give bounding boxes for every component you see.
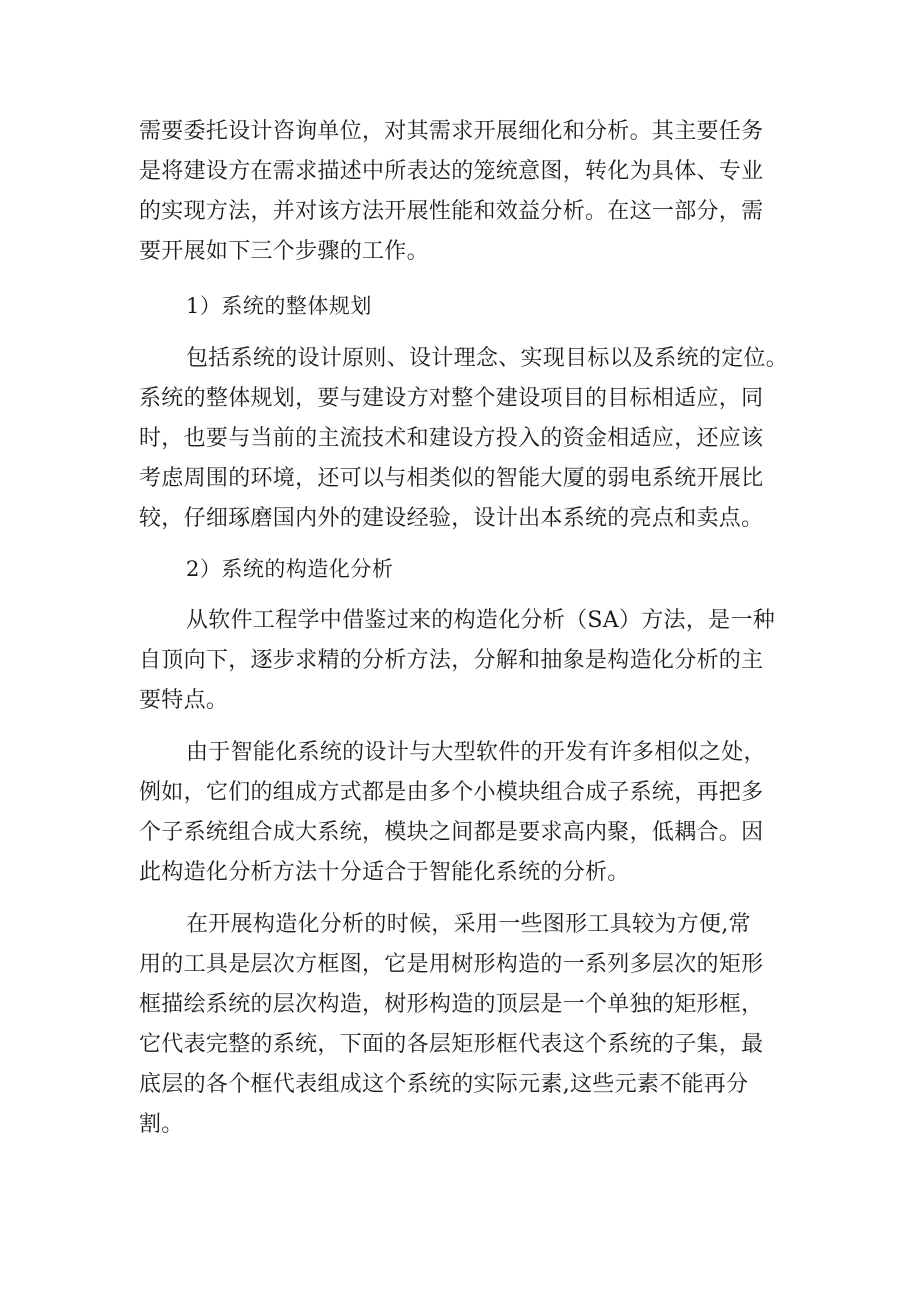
paragraph-5-line-2: 用的工具是层次方框图，它是用树形构造的一系列多层次的矩形 — [139, 952, 764, 977]
section-heading-2: 2）系统的构造化分析 — [186, 557, 394, 581]
paragraph-4-line-1: 由于智能化系统的设计与大型软件的开发有许多相似之处， — [186, 740, 766, 765]
paragraph-5-line-6: 割。 — [139, 1112, 184, 1137]
paragraph-4-line-4: 此构造化分析方法十分适合于智能化系统的分析。 — [139, 860, 630, 885]
paragraph-3-line-3: 要特点。 — [139, 688, 229, 713]
paragraph-1-line-3: 的实现方法，并对该方法开展性能和效益分析。在这一部分，需 — [139, 199, 764, 224]
paragraph-3-line-1: 从软件工程学中借鉴过来的构造化分析（SA）方法，是一种 — [186, 608, 776, 633]
paragraph-2-line-4: 考虑周围的环境，还可以与相类似的智能大厦的弱电系统开展比 — [139, 466, 764, 491]
section-heading-1: 1）系统的整体规划 — [186, 294, 372, 318]
paragraph-4-line-2: 例如，它们的组成方式都是由多个小模块组合成子系统，再把多 — [139, 780, 764, 805]
paragraph-2-line-1: 包括系统的设计原则、设计理念、实现目标以及系统的定位。 — [186, 346, 789, 371]
paragraph-5-line-5: 底层的各个框代表组成这个系统的实际元素,这些元素不能再分 — [139, 1072, 749, 1097]
paragraph-3-line-2: 自顶向下，逐步求精的分析方法，分解和抽象是构造化分析的主 — [139, 648, 764, 673]
paragraph-2-line-3: 时，也要与当前的主流技术和建设方投入的资金相适应，还应该 — [139, 426, 764, 451]
paragraph-5-line-1: 在开展构造化分析的时候，采用一些图形工具较为方便,常 — [186, 912, 751, 937]
paragraph-5-line-4: 它代表完整的系统，下面的各层矩形框代表这个系统的子集，最 — [139, 1032, 764, 1057]
paragraph-2-line-5: 较，仔细琢磨国内外的建设经验，设计出本系统的亮点和卖点。 — [139, 506, 764, 531]
paragraph-1-line-1: 需要委托设计咨询单位，对其需求开展细化和分析。其主要任务 — [139, 119, 764, 144]
paragraph-1-line-2: 是将建设方在需求描述中所表达的笼统意图，转化为具体、专业 — [139, 159, 764, 184]
paragraph-2-line-2: 系统的整体规划，要与建设方对整个建设项目的目标相适应，同 — [139, 386, 764, 411]
paragraph-4-line-3: 个子系统组合成大系统，模块之间都是要求高内聚，低耦合。因 — [139, 820, 764, 845]
paragraph-5-line-3: 框描绘系统的层次构造，树形构造的顶层是一个单独的矩形框， — [139, 992, 764, 1017]
paragraph-1-line-4: 要开展如下三个步骤的工作。 — [139, 239, 429, 264]
